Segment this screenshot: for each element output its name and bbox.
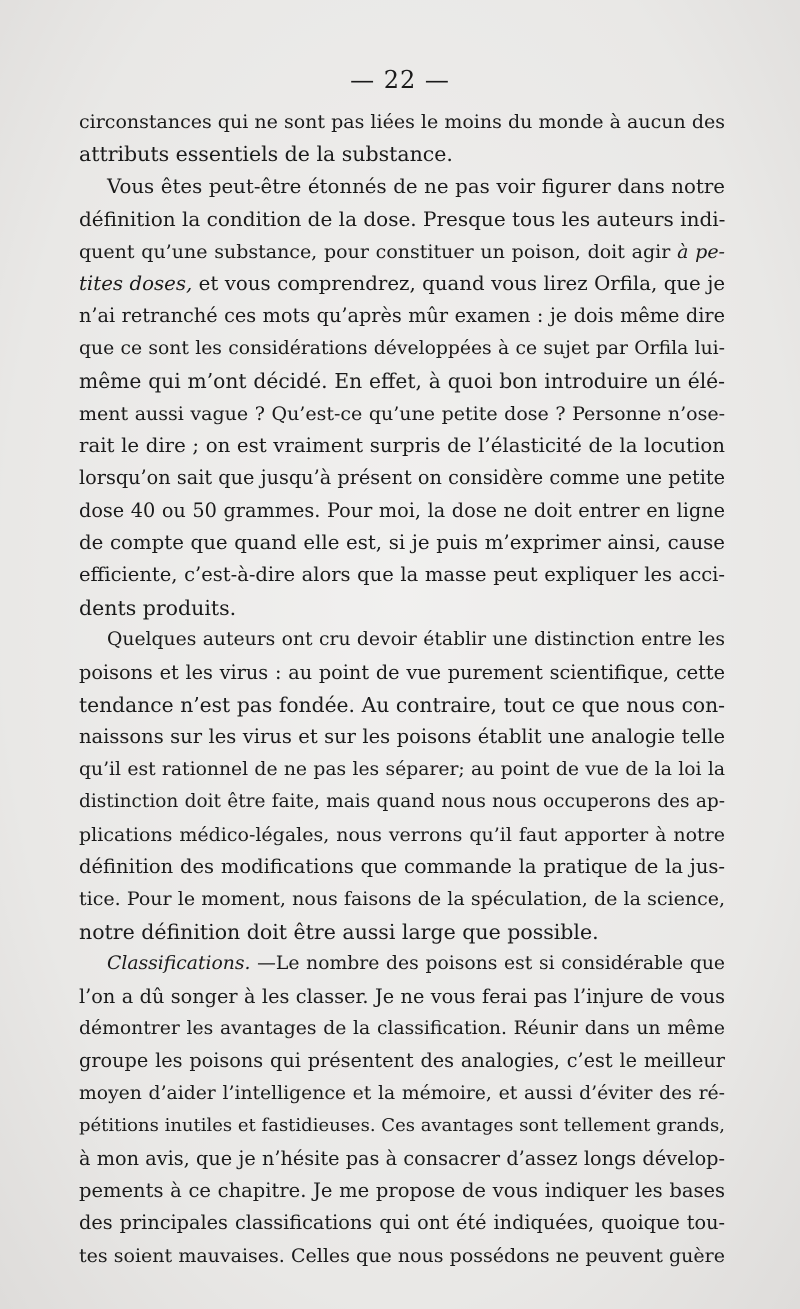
line-text: attributs essentiels de la substance. [79, 142, 453, 167]
line-text: même qui m’ont décidé. En effet, à quoi bon introduire un élé- [79, 369, 725, 394]
line-text: pements à ce chapitre. Je me propose de vous indiquer les bases [79, 1178, 725, 1202]
text-line [79, 462, 725, 494]
text-line [79, 1175, 725, 1207]
text-line [79, 883, 725, 915]
text-line [79, 1078, 725, 1110]
text-line [79, 1207, 725, 1239]
text-line [79, 333, 725, 365]
line-text: n’ai retranché ces mots qu’après mûr examen : je dois même dire [79, 304, 725, 328]
page-number: — 22 — [350, 66, 450, 94]
text-line [79, 657, 725, 689]
text-line [79, 981, 725, 1013]
line-text: notre définition doit être aussi large que possible. [79, 919, 599, 944]
text-line [79, 236, 725, 268]
line-text: naissons sur les virus et sur les poisons établit une analogie telle [79, 725, 725, 749]
line-text: Quelques auteurs ont cru devoir établir une distinction entre les [107, 629, 725, 651]
line-text: pétitions inutiles et fastidieuses. Ces avantages sont tellement grands, [79, 1115, 725, 1137]
body-text [79, 106, 725, 1272]
line-text: tes soient mauvaises. Celles que nous possédons ne peuvent guère [79, 1244, 725, 1267]
line-text: rait le dire ; on est vraiment surpris de l’élasticité de la locution [79, 433, 725, 457]
text-line [79, 721, 725, 753]
text-line [79, 1143, 725, 1175]
line-text: Vous êtes peut-être étonnés de ne pas voir figurer dans notre [107, 174, 725, 198]
text-line [79, 624, 725, 656]
italic-text: à pe- [677, 240, 725, 263]
text-line [79, 1013, 725, 1045]
line-text: démontrer les avantages de la classification. Réunir dans un même [79, 1017, 725, 1039]
line-text: circonstances qui ne sont pas liées le moins du monde à aucun des [79, 111, 725, 133]
text-line [79, 851, 725, 883]
line-text: moyen d’aider l’intelligence et la mémoire, et aussi d’éviter des ré- [79, 1082, 725, 1104]
text-line [79, 430, 725, 462]
text-line [79, 365, 725, 397]
line-text: dose 40 ou 50 grammes. Pour moi, la dose ne doit entrer en ligne [79, 498, 725, 522]
line-text: quent qu’une substance, pour constituer un poison, doit agir [79, 240, 678, 263]
line-text: définition la condition de la dose. Presque tous les auteurs indi- [79, 207, 725, 232]
text-line [79, 203, 725, 235]
text-line [79, 268, 725, 300]
text-line [79, 689, 725, 721]
text-line [79, 819, 725, 851]
text-line [79, 527, 725, 559]
text-line [79, 1045, 725, 1077]
line-text: l’on a dû songer à les classer. Je ne vous ferai pas l’injure de vous [79, 984, 725, 1008]
line-text: tice. Pour le moment, nous faisons de la spéculation, de la science, [79, 888, 725, 911]
text-line [79, 559, 725, 591]
text-line [79, 300, 725, 332]
line-text: distinction doit être faite, mais quand nous nous occuperons des ap- [79, 791, 725, 813]
line-text: dents produits. [79, 595, 237, 620]
line-text: définition des modifications que commande la pratique de la jus- [79, 854, 725, 878]
line-text: et vous comprendrez, quand vous lirez Orfila, que je [192, 271, 725, 295]
text-line [79, 398, 725, 430]
italic-text: tites doses, [79, 271, 193, 295]
text-line [79, 1110, 725, 1142]
line-text: ment aussi vague ? Qu’est-ce qu’une petite dose ? Personne n’ose- [79, 402, 725, 425]
line-text: efficiente, c’est-à-dire alors que la masse peut expliquer les acci- [79, 563, 725, 587]
line-text: lorsqu’on sait que jusqu’à présent on considère comme une petite [79, 466, 725, 490]
text-line [79, 948, 725, 980]
line-text: groupe les poisons qui présentent des analogies, c’est le meilleur [79, 1049, 725, 1073]
text-line [79, 592, 725, 624]
line-text: à mon avis, que je n’hésite pas à consacrer d’assez longs dévelop- [79, 1146, 725, 1170]
line-text: des principales classifications qui ont été indiquées, quoique tou- [79, 1211, 725, 1235]
line-text: qu’il est rationnel de ne pas les séparer; au point de vue de la loi la [79, 758, 725, 780]
text-line [79, 754, 725, 786]
text-line [79, 171, 725, 203]
text-line [79, 495, 725, 527]
text-line [79, 786, 725, 818]
line-text: tendance n’est pas fondée. Au contraire, tout ce que nous con- [79, 693, 725, 718]
text-line [79, 1240, 725, 1272]
line-text: poisons et les virus : au point de vue purement scientifique, cette [79, 660, 725, 684]
line-text: de compte que quand elle est, si je puis m’exprimer ainsi, cause [79, 531, 725, 555]
line-text: —Le nombre des poisons est si considérable que [250, 953, 725, 975]
text-line [79, 916, 725, 948]
italic-text: Classifications. [107, 953, 251, 975]
line-text: que ce sont les considérations développées à ce sujet par Orfila lui- [79, 337, 725, 359]
text-line [79, 138, 725, 170]
text-line [79, 106, 725, 138]
line-text: plications médico-légales, nous verrons qu’il faut apporter à notre [79, 823, 725, 846]
